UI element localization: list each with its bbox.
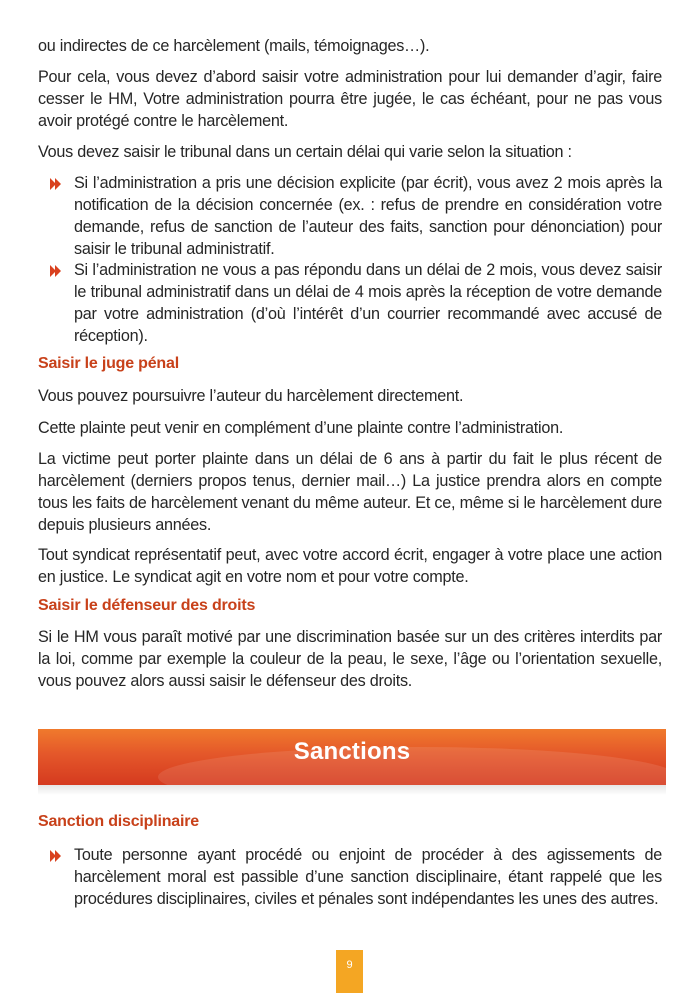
page-number: 9 [336,950,363,993]
banner-title: Sanctions [293,738,411,765]
paragraph-complement: Cette plainte peut venir en complément d’une plainte contre l’administration. [38,419,564,437]
bullet-explicit-decision [38,172,662,260]
paragraph-six-years: La victime peut porter plainte dans un délai de 6 ans à partir du fait le plus récent de harcèlement (derniers propos tenus, dernier mail…) La justice prendra alors en compte tous les faits de harcèlement venant du même auteur. Et ce, même si le harcèlement dure depuis plusieurs années. [38,450,662,534]
bullet-disciplinary [38,844,662,910]
paragraph-syndicat: Tout syndicat représentatif peut, avec votre accord écrit, engager à votre place une action en justice. Le syndicat agit en votre nom et pour votre compte. [38,546,662,586]
arrow-bullet-icon [50,178,70,190]
paragraph-discrimination: Si le HM vous paraît motivé par une discrimination basée sur un des critères interdits par la loi, comme par exemple la couleur de la peau, le sexe, l’âge ou l’orientation sexuelle, vous pouvez alors aussi saisir le défenseur des droits. [38,628,662,690]
heading-juge-penal: Saisir le juge pénal [38,355,179,372]
heading-defenseur-droits: Saisir le défenseur des droits [38,597,256,614]
arrow-bullet-icon [50,265,70,277]
heading-sanction-disciplinaire: Sanction disciplinaire [38,813,199,830]
paragraph-seize-administration: Pour cela, vous devez d’abord saisir votre administration pour lui demander d’agir, faire cesser le HM, Votre administration pourra être jugée, le cas échéant, pour ne pas vous avoir protégé contre le harcèlement. [38,68,662,130]
arrow-bullet-icon [50,850,70,862]
bullet-text: Toute personne ayant procédé ou enjoint de procéder à des agissements de harcèlement moral est passible d’une sanction disciplinaire, étant rappelé que les procédures disciplinaires, civiles et pénales sont indépendantes les unes des autres. [74,846,662,908]
paragraph-evidence: ou indirectes de ce harcèlement (mails, témoignages…). [38,37,430,55]
bullet-text: Si l’administration a pris une décision explicite (par écrit), vous avez 2 mois après la notification de la décision concernée (ex. : refus de prendre en considération votre demande, refus de sanction de l’auteur des faits, sanction pour dénonciation) pour saisir le tribunal administratif. [74,174,662,258]
paragraph-prosecute: Vous pouvez poursuivre l’auteur du harcèlement directement. [38,387,464,405]
banner-shadow [38,785,666,795]
section-banner [38,729,666,785]
bullet-no-response [38,259,662,347]
paragraph-deadline-intro: Vous devez saisir le tribunal dans un certain délai qui varie selon la situation : [38,143,572,161]
bullet-text: Si l’administration ne vous a pas répondu dans un délai de 2 mois, vous devez saisir le tribunal administratif dans un délai de 4 mois après la réception de votre demande par votre administration (d’où l’intérêt d’un courrier recommandé avec accusé de réception). [74,261,662,345]
